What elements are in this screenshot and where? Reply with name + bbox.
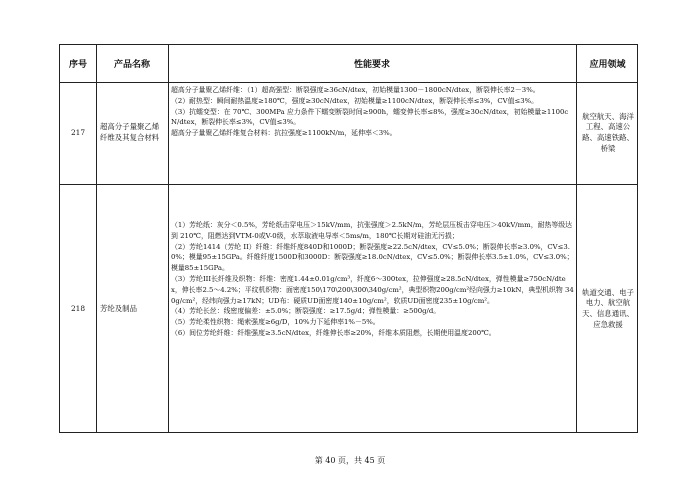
page-footer: 第 40 页，共 45 页 <box>314 456 386 465</box>
performance-requirements <box>171 220 574 339</box>
requirement-line: （5）芳纶柔性织物：绳索强度≥6g/D，10%力下延伸率1%－5%。 <box>171 318 380 327</box>
product-table <box>59 44 638 433</box>
row-number: 217 <box>70 127 86 137</box>
header-application-field: 应用领域 <box>589 60 626 70</box>
requirement-line: （1）芳纶纸：灰分＜0.5%，芳纶纸击穿电压＞15kV/mm，抗张强度＞2.5kN/m，芳纶层压板击穿电压＞40kV/mm，耐热等级达到 210℃，阻燃达到VTM-0或V-0级，水萃取液电导率＜5ms/m，180℃长期对硅油无污损； <box>171 221 573 240</box>
column-divider <box>168 45 169 432</box>
performance-requirements <box>171 85 574 139</box>
column-divider <box>96 45 97 432</box>
requirement-line: （4）芳纶长丝：线密度偏差：±5.0%；断裂强度：≥17.5g/d；弹性模量：≥500g/d。 <box>171 307 441 316</box>
requirement-line: 超高分子量聚乙烯纤维：（1）超高强型：断裂强度≥36cN/dtex，初始模量1300－1800cN/dtex，断裂伸长率2－3%。 <box>171 86 540 94</box>
header-product-name: 产品名称 <box>113 60 150 70</box>
application-field: 航空航天、海洋工程、高速公路、高速铁路、桥梁 <box>582 111 634 153</box>
product-name: 超高分子量聚乙烯纤维及其复合材料 <box>100 122 160 142</box>
application-field: 轨道交通、电子电力、航空航天、信息通讯、应急救援 <box>582 287 634 329</box>
requirement-line: （6）间位芳纶纤维：纤维强度≥3.5cN/dtex，纤维伸长率≥20%，纤维本质阻燃，长期使用温度200℃。 <box>171 328 496 337</box>
header-number: 序号 <box>68 60 87 70</box>
requirement-line: 超高分子量聚乙烯纤维复合材料：抗拉强度≥1100kN/m，延伸率＜3%。 <box>171 129 397 138</box>
product-name: 芳纶及制品 <box>100 303 137 313</box>
requirement-line: （3）芳纶III长纤维及织物：纤维：密度1.44±0.01g/cm³，纤度6～300tex，拉伸强度≥28.5cN/dtex，弹性模量≥750cN/dtex，伸长率2.5～4.2%；平纹机织物：面密度150\170\200\300\340g/cm²，典型织物200g/cm²经向强力≥10kN，典型机织物 340g/cm²，经纬向强力≥17kN；UD布：硬质UD面密度140±10g/cm²，软质UD面密度235±10g/cm²。 <box>171 274 574 305</box>
requirement-line: （2）芳纶1414（芳纶 II）纤维：纤维纤度840D和1000D；断裂强度≥22.5cN/dtex，CV≤5.0%；断裂伸长率≥3.0%，CV≤3.0%；模量95±15GPa。纤维纤度1500D和3000D：断裂强度≥18.0cN/dtex，CV≤5.0%；断裂伸长率3.5±1.0%，CV≤3.0%；模量85±15GPa。 <box>171 242 574 273</box>
requirement-line: （3）抗蠕变型：在 70℃、300MPa 应力条件下蠕变断裂时间≥900h，蠕变伸长率≤8%，强度≥30cN/dtex，初始模量≥1100cN/dtex，断裂伸长率≤3%，CV值≤3%。 <box>171 107 569 127</box>
header-performance-requirements: 性能要求 <box>353 60 390 70</box>
column-divider <box>576 45 577 432</box>
row-number: 218 <box>70 303 86 313</box>
requirement-line: （2）耐热型：瞬间耐热温度≥180℃，强度≥30cN/dtex，初始模量≥1100cN/dtex，断裂伸长率≤3%，CV值≤3%。 <box>171 96 539 105</box>
